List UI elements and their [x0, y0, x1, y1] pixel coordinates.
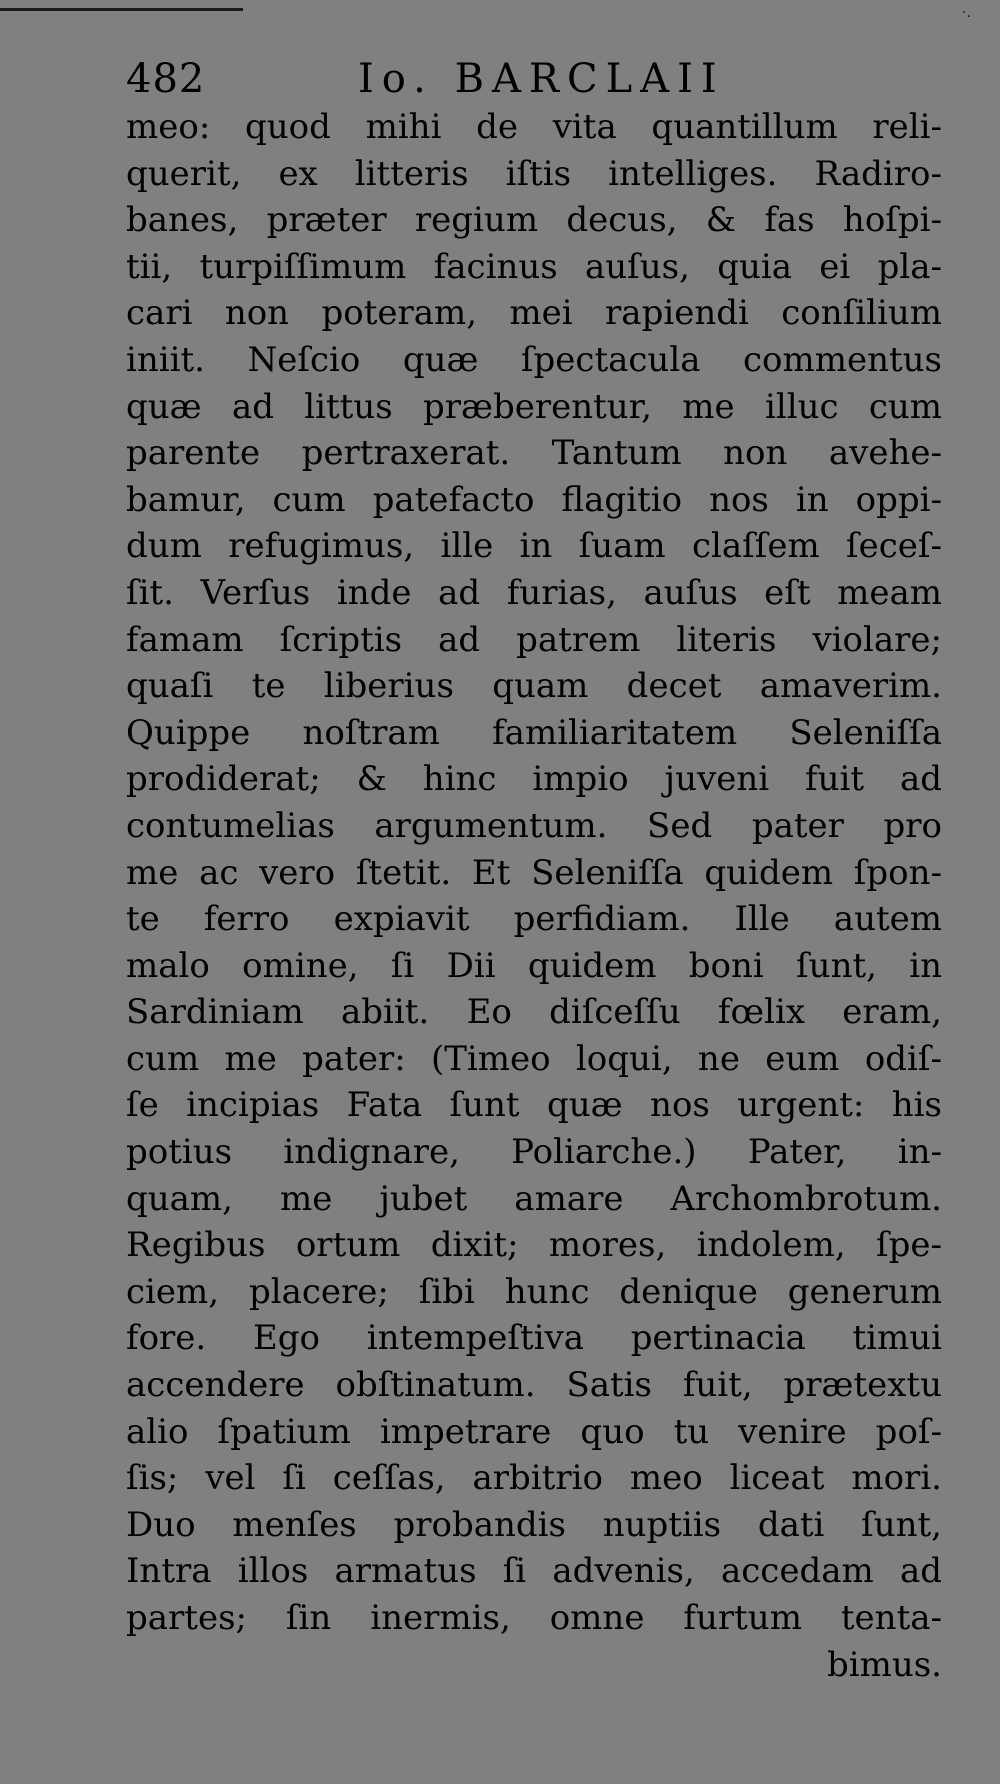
text-line: cari non poteram, mei rapiendi conſilium: [126, 293, 942, 334]
text-line: potius indignare, Poliarche.) Pater, in-: [126, 1132, 942, 1173]
text-line: meo: quod mihi de vita quantillum reli-: [126, 107, 942, 147]
text-line: banes, præter regium decus, & fas hoſpi-: [126, 200, 942, 241]
text-line: tii, turpiſſimum facinus auſus, quia ei pla-: [126, 246, 942, 287]
body-text: [126, 104, 942, 1688]
text-line: quam, me jubet amare Archombrotum.: [126, 1178, 942, 1219]
top-rule: [0, 8, 243, 11]
text-line: fore. Ego intempeſtiva pertinacia timui: [126, 1318, 942, 1359]
text-line: accendere obſtinatum. Satis fuit, prætextu: [126, 1365, 942, 1406]
text-line: ciem, placere; ſibi hunc denique generum: [126, 1271, 942, 1312]
text-line: parente pertraxerat. Tantum non avehe-: [126, 433, 942, 474]
text-line: ſis; vel ſi ceſſas, arbitrio meo liceat mori.: [126, 1458, 942, 1499]
text-line: alio ſpatium impetrare quo tu venire poſ-: [126, 1411, 942, 1452]
text-line: ſit. Verſus inde ad furias, auſus eſt meam: [126, 572, 942, 613]
text-line: partes; ſin inermis, omne furtum tenta-: [126, 1598, 942, 1638]
text-line-last: bimus.: [826, 1644, 942, 1685]
running-head: Io. BARCLAII: [358, 56, 725, 102]
text-line: bamur, cum patefacto flagitio nos in oppi-: [126, 479, 942, 520]
text-line: querit, ex litteris iſtis intelliges. Radiro-: [126, 153, 942, 194]
text-line: Quippe noſtram familiaritatem Seleniſſa: [126, 712, 942, 753]
text-line: famam ſcriptis ad patrem literis violare;: [126, 619, 942, 660]
text-line: quæ ad littus præberentur, me illuc cum: [126, 386, 942, 427]
text-line: dum refugimus, ille in ſuam claſſem ſeceſ-: [126, 526, 942, 567]
text-line: me ac vero ſtetit. Et Seleniſſa quidem ſpon-: [126, 852, 942, 893]
text-line: cum me pater: (Timeo loqui, ne eum odiſ-: [126, 1038, 942, 1079]
text-line: prodiderat; & hinc impio juveni fuit ad: [126, 759, 942, 800]
text-line: Regibus ortum dixit; mores, indolem, ſpe-: [126, 1225, 942, 1266]
page-number: 482: [126, 56, 206, 102]
text-line: Intra illos armatus ſi advenis, accedam ad: [126, 1551, 942, 1592]
text-line: iniit. Neſcio quæ ſpectacula commentus: [126, 339, 942, 380]
text-line: Duo menſes probandis nuptiis dati ſunt,: [126, 1504, 942, 1545]
page-header: [126, 54, 946, 104]
text-line: Sardiniam abiit. Eo diſceſſu fœlix eram,: [126, 992, 942, 1033]
text-line: contumelias argumentum. Sed pater pro: [126, 805, 942, 846]
text-line: malo omine, ſi Dii quidem boni ſunt, in: [126, 945, 942, 986]
text-line: ſe incipias Fata ſunt quæ nos urgent: his: [126, 1085, 942, 1126]
text-line: te ferro expiavit perfidiam. Ille autem: [126, 899, 942, 940]
text-line: quaſi te liberius quam decet amaverim.: [126, 666, 942, 707]
corner-mark: ·.: [962, 5, 971, 21]
